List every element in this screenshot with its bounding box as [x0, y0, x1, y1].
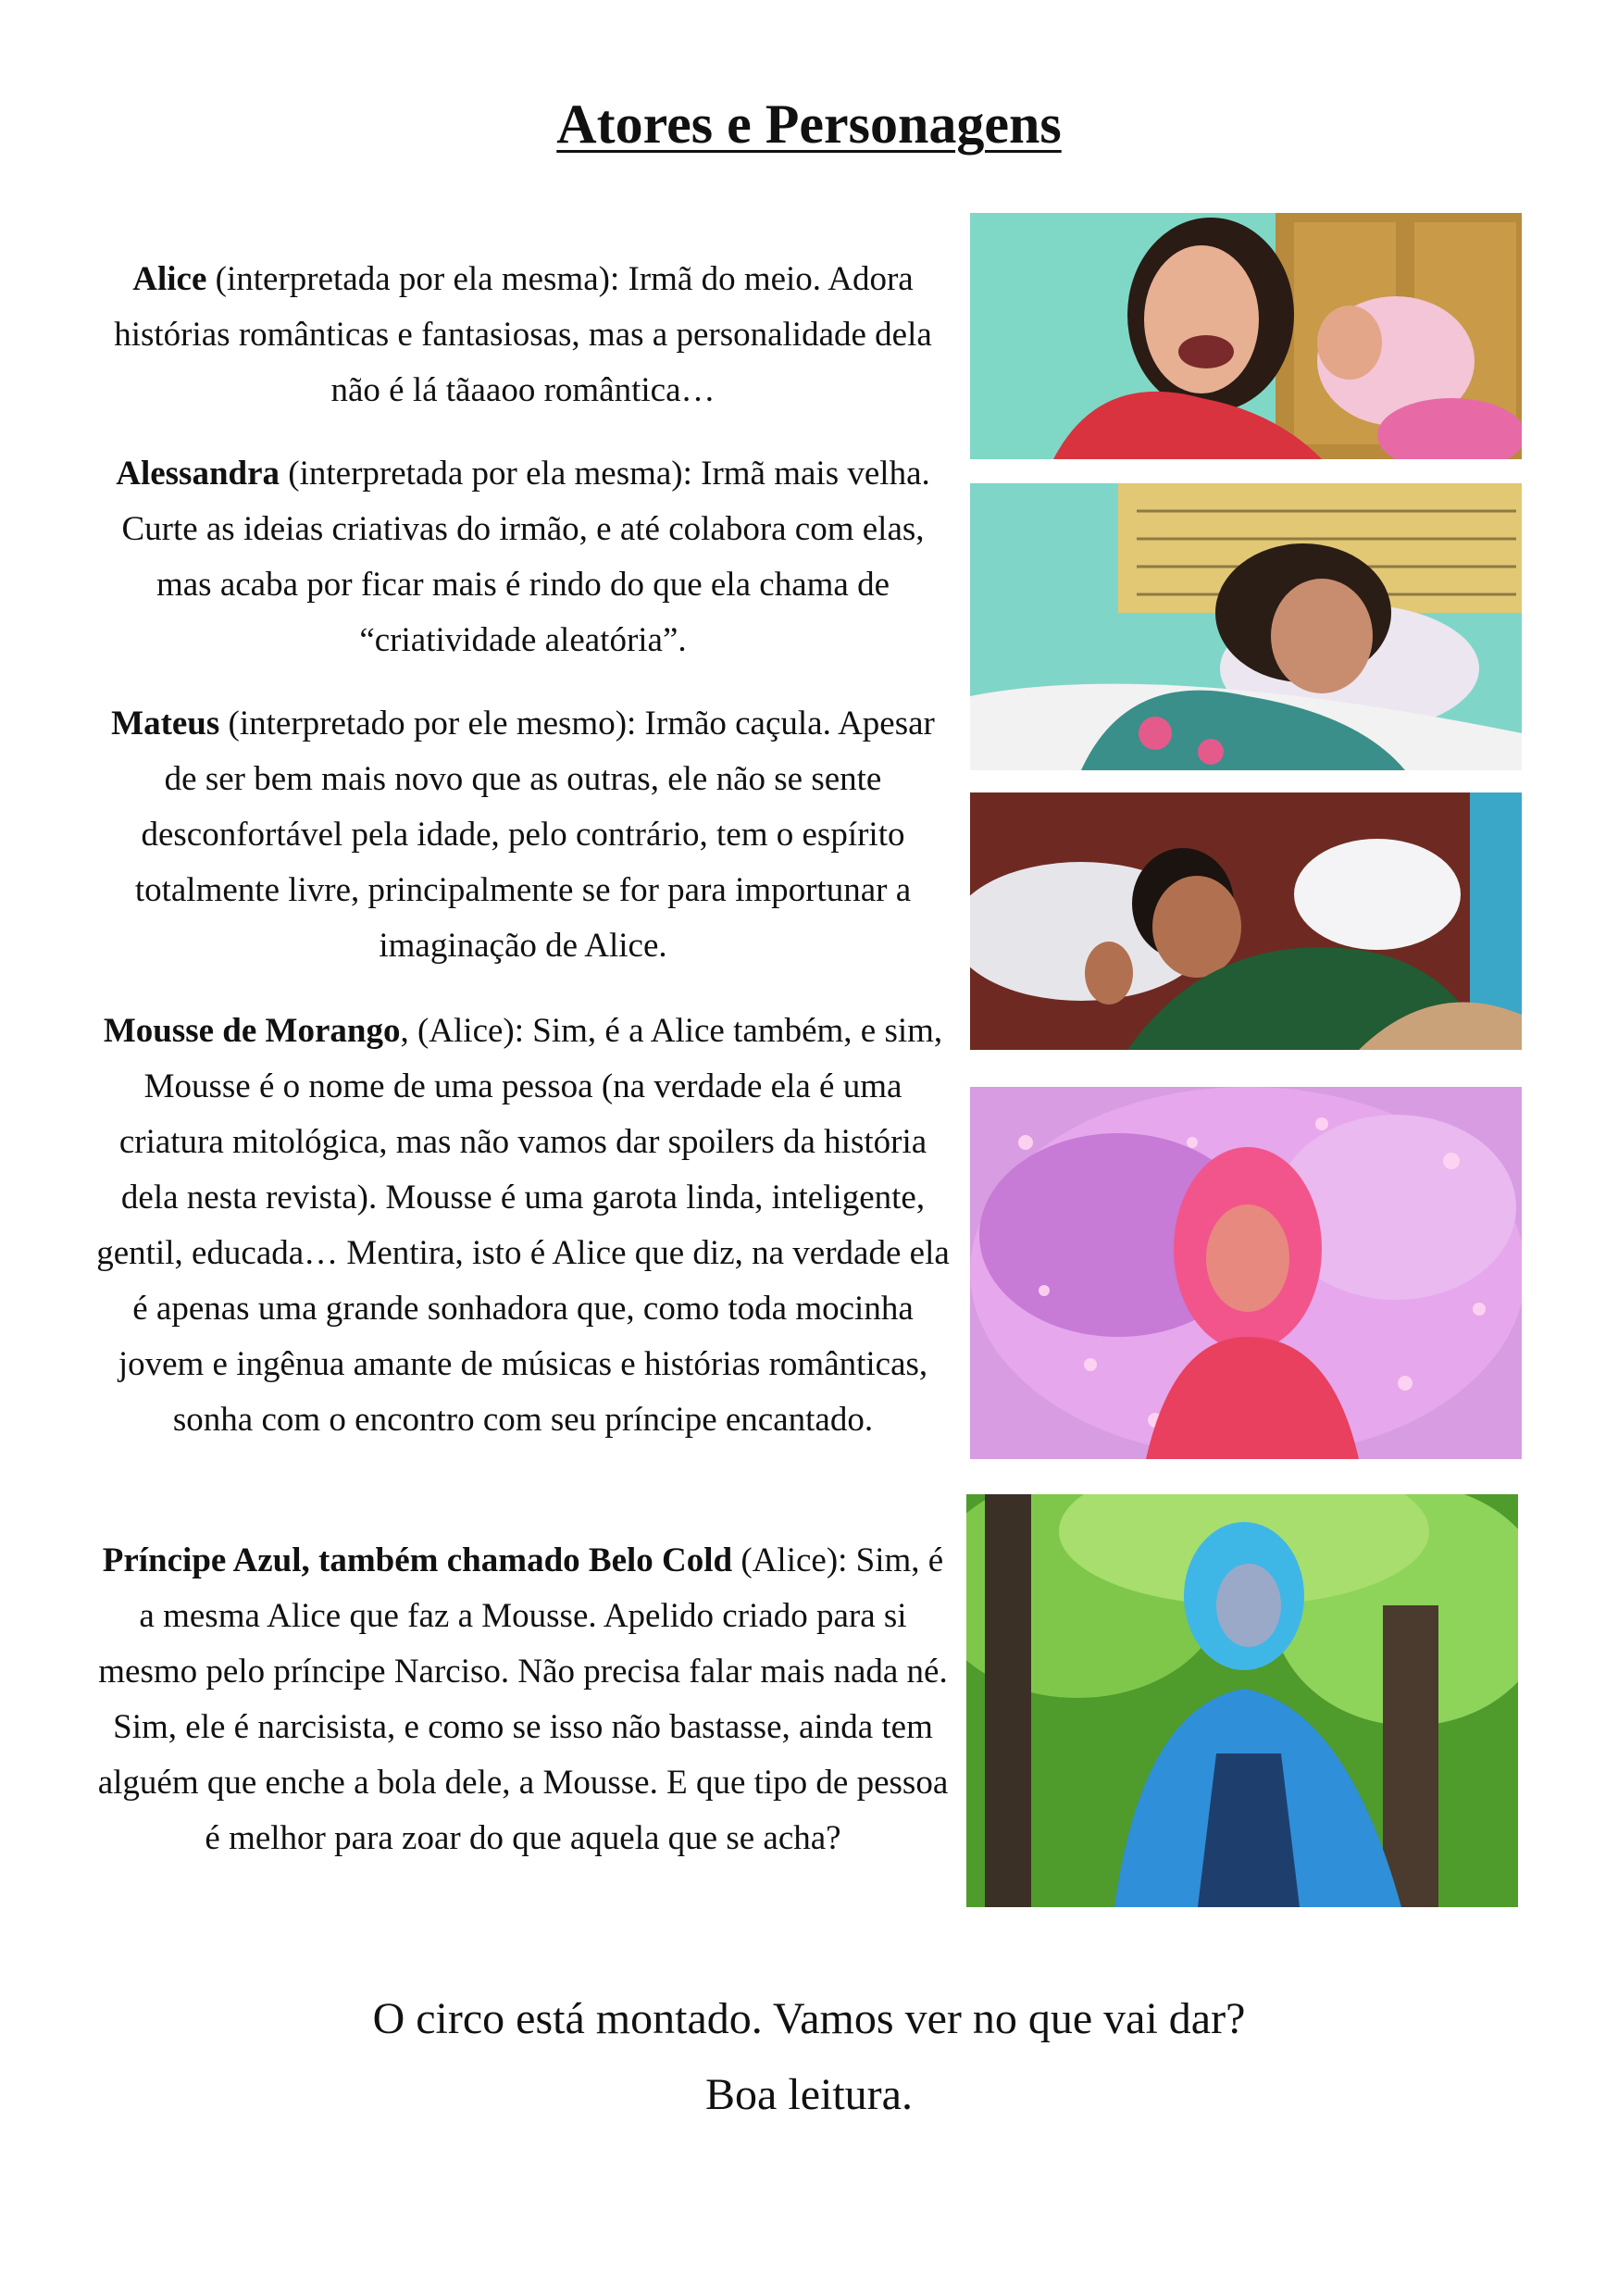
character-description: (interpretado por ele mesmo): Irmão caçula. Apesar de ser bem mais novo que as outras, ele não se sente desconfortável pela idade, pelo contrário, tem o espírito totalmente livre, principalmente se for para importunar a imaginação de Alice. — [134, 705, 935, 965]
photo-alice — [970, 213, 1522, 459]
character-name: Príncipe Azul, também chamado Belo Cold — [102, 1541, 733, 1579]
character-name: Alice — [132, 260, 207, 298]
page-title: Atores e Personagens — [556, 94, 1062, 155]
closing-greeting: Boa leitura. — [705, 2070, 913, 2119]
photo-principe — [966, 1494, 1518, 1907]
character-description: (Alice): Sim, é a mesma Alice que faz a Mousse. Apelido criado para si mesmo pelo príncipe Narciso. Não precisa falar mais nada né. Sim, ele é narcisista, e como se isso não bastasse, ainda tem alguém que enche a bola dele, a Mousse. E que tipo de pessoa é melhor para zoar do que aquela que se acha? — [97, 1541, 949, 1857]
character-description: (interpretada por ela mesma): Irmã mais velha. Curte as ideias criativas do irmão, e até colabora com elas, mas acaba por ficar mais é rindo do que ela chama de “criatividade aleatória”. — [121, 455, 930, 659]
character-description: (interpretada por ela mesma): Irmã do meio. Adora histórias românticas e fantasiosas, mas a personalidade dela não é lá tãaaoo romântica… — [114, 260, 932, 409]
photo-mateus — [970, 792, 1522, 1050]
character-mousse — [93, 1004, 953, 1448]
character-description: , (Alice): Sim, é a Alice também, e sim, Mousse é o nome de uma pessoa (na verdade ela é uma criatura mitológica, mas não vamos dar spoilers da história dela nesta revista). Mousse é uma garota linda, inteligente, gentil, educada… Mentira, isto é Alice que diz, na verdade ela é apenas uma grande sonhadora que, como toda mocinha jovem e ingênua amante de músicas e histórias românticas, sonha com o encontro com seu príncipe encantado. — [96, 1012, 950, 1439]
photo-mousse — [970, 1087, 1522, 1459]
character-alice — [93, 252, 953, 418]
character-name: Mousse de Morango — [103, 1012, 401, 1050]
photo-alessandra — [970, 483, 1522, 770]
character-principe — [93, 1533, 953, 1866]
character-name: Alessandra — [116, 455, 280, 493]
character-name: Mateus — [111, 705, 220, 742]
closing-line: O circo está montado. Vamos ver no que vai dar? — [372, 1994, 1246, 2043]
character-alessandra — [93, 446, 953, 668]
character-mateus — [93, 696, 953, 974]
